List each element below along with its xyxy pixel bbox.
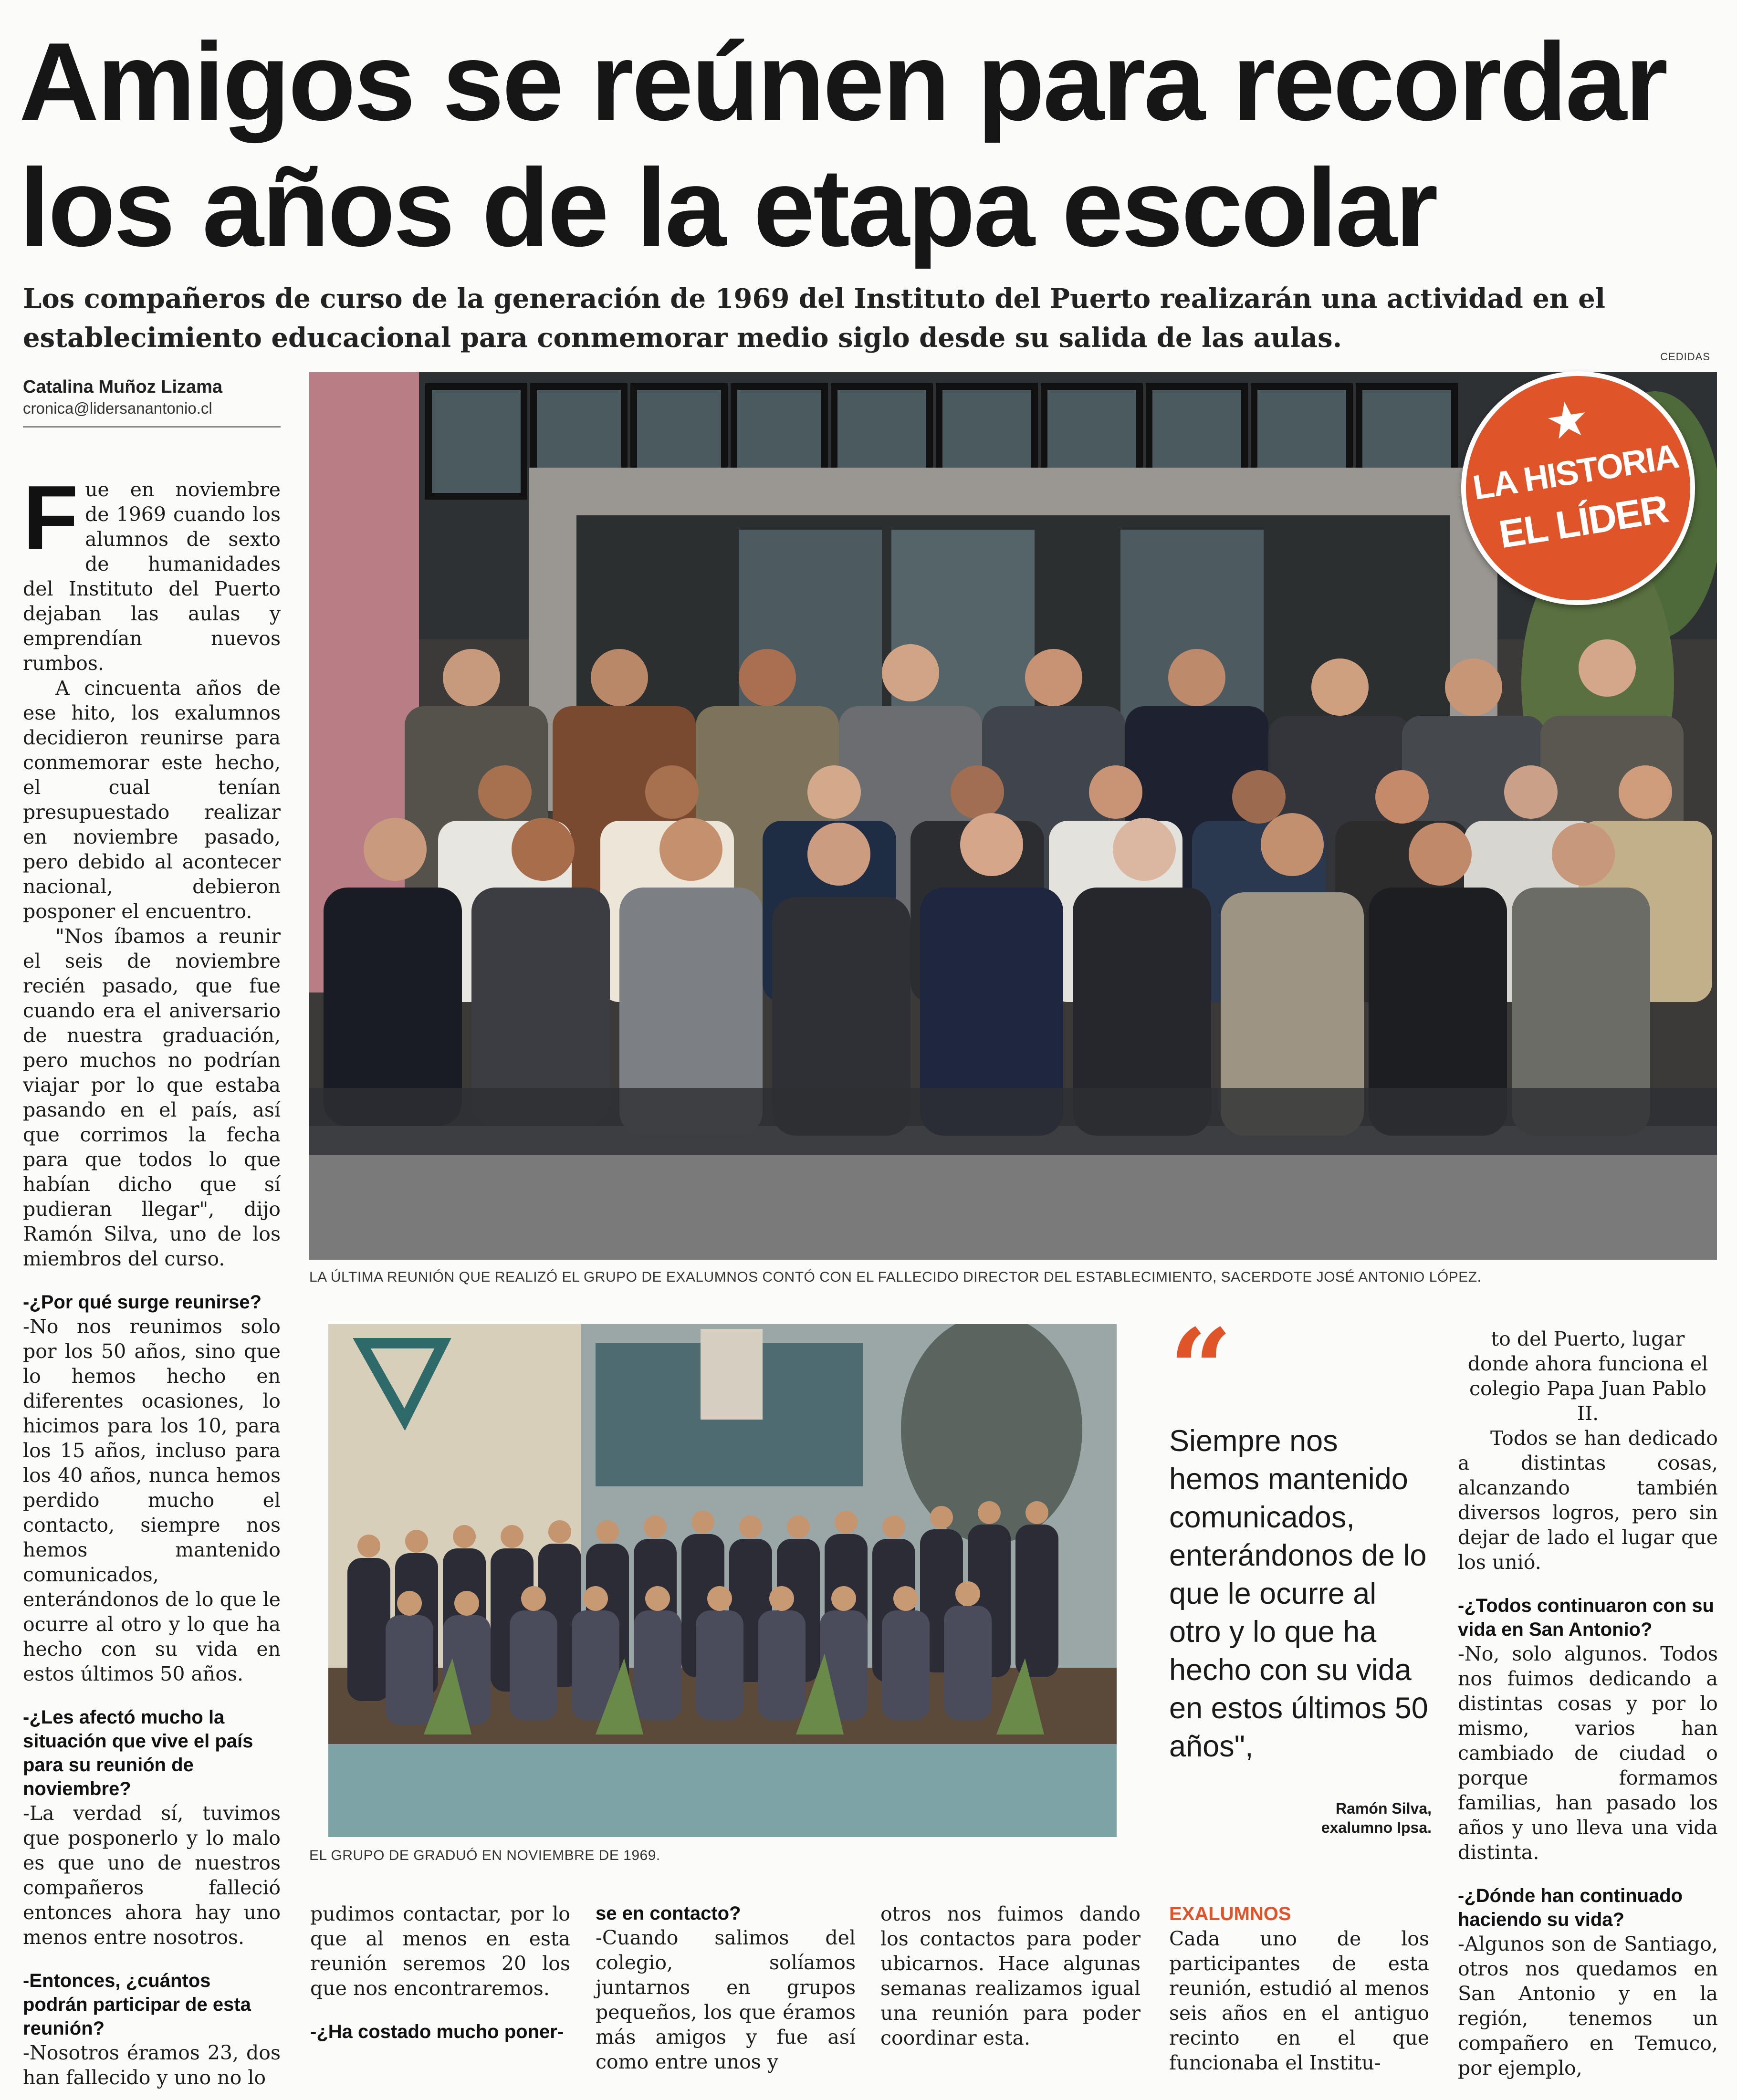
paragraph: Todos se han dedicado a distintas cosas, alcanzando también diversos logros, pero sin dejar de lado el lugar que los unió. bbox=[1458, 1427, 1718, 1574]
interview-answer: -Cuando salimos del colegio, solíamos juntarnos en grupos pequeños, los que éramos más amigos y fue así como entre unos y bbox=[596, 1926, 856, 2073]
paragraph: otros nos fuimos dando los contactos para poder ubicarnos. Hace algunas semanas realizamos igual una reunión para poder coordinar esta. bbox=[880, 1902, 1141, 2049]
quote-author: Ramón Silva, exalumno Ipsa. bbox=[1321, 1800, 1432, 1836]
graduation-photo-illustration bbox=[328, 1324, 1117, 1837]
paragraph: A cincuenta años de ese hito, los exalumnos decidieron reunirse para conmemorar este hecho, el cual tenían presupuestado realizar en noviembre pasado, pero debido al acontecer nacional, debieron posponer el encuentro. bbox=[23, 677, 281, 923]
author-name: Catalina Muñoz Lizama bbox=[23, 377, 223, 397]
paragraph: to del Puerto, lugar donde ahora funciona el colegio Papa Juan Pablo II. bbox=[1467, 1327, 1708, 1425]
headline-line-1: Amigos se reúnen para recordar bbox=[19, 20, 1666, 144]
interview-question: -¿Todos continuaron con su vida en San Antonio? bbox=[1458, 1595, 1714, 1640]
caption-photo-1: LA ÚLTIMA REUNIÓN QUE REALIZÓ EL GRUPO DE EXALUMNOS CONTÓ CON EL FALLECIDO DIRECTOR DEL ESTABLECIMIENTO, SACERDOTE JOSÉ ANTONIO LÓPEZ. bbox=[309, 1269, 1482, 1285]
interview-answer: -No, solo algunos. Todos nos fuimos dedicando a distintas cosas y por lo mismo, varios han cambiado de ciudad o porque formamos familias, han pasado los años y uno lleva una vida distinta. bbox=[1458, 1642, 1718, 1864]
section-label: EXALUMNOS bbox=[1169, 1903, 1291, 1924]
article-column-right bbox=[1458, 1327, 1718, 2080]
article-column-1 bbox=[23, 467, 281, 2090]
headline-line-2: los años de la etapa escolar bbox=[19, 146, 1436, 270]
interview-answer: -Nosotros éramos 23, dos han fallecido y uno no lo bbox=[23, 2041, 281, 2089]
article-column-3 bbox=[596, 1901, 856, 2074]
interview-question: se en contacto? bbox=[596, 1903, 741, 1924]
headline bbox=[19, 19, 1718, 271]
interview-answer: -Algunos son de Santiago, otros nos quedamos en San Antonio y en la región, tenemos un compañero en Temuco, por ejemplo, bbox=[1458, 1933, 1718, 2079]
quote-mark: “ bbox=[1169, 1305, 1233, 1434]
badge-line-2: EL LÍDER bbox=[1496, 487, 1671, 557]
paragraph: "Nos íbamos a reunir el seis de noviembre recién pasado, que fue cuando era el aniversario de nuestra graduación, pero muchos no podrían viajar por lo que estaba pasando en el país, así que corrimos la fecha para que todos lo que habían dicho que sí pudieran llegar", dijo Ramón Silva, uno de los miembros del curso. bbox=[23, 925, 281, 1270]
paragraph: pudimos contactar, por lo que al menos en esta reunión seremos 20 los que nos encontraremos. bbox=[310, 1902, 570, 2000]
interview-question: -¿Por qué surge reunirse? bbox=[23, 1292, 262, 1313]
interview-question: -Entonces, ¿cuántos podrán participar de esta reunión? bbox=[23, 1970, 251, 2039]
interview-answer: -La verdad sí, tuvimos que posponerlo y lo malo es que uno de nuestros compañeros falleció entonces ahora hay uno menos entre nosotros. bbox=[23, 1802, 281, 1949]
author-email[interactable]: cronica@lidersanantonio.cl bbox=[23, 399, 212, 417]
interview-answer: -No nos reunimos solo por los 50 años, sino que lo hemos hecho en diferentes ocasiones, lo hicimos para los 10, para los 15 años, incluso para los 40 años, nunca hemos perdido mucho el contacto, siempre nos hemos mantenido comunicados, enterándonos de lo que le ocurre al otro y lo que ha hecho con su vida en estos últimos 50 años. bbox=[23, 1315, 281, 1685]
photo-credit: CEDIDAS bbox=[1660, 351, 1710, 363]
article-column-5 bbox=[1169, 1901, 1429, 2075]
byline bbox=[23, 377, 281, 428]
star-icon bbox=[1546, 398, 1590, 442]
interview-question: -¿Les afectó mucho la situación que vive el país para su reunión de noviembre? bbox=[23, 1707, 253, 1799]
paragraph-lead: Fue en noviembre de 1969 cuando los alumnos de sexto de humanidades del Instituto del Puerto dejaban las aulas y emprendían nuevos rumbos. bbox=[23, 467, 281, 675]
caption-photo-2: EL GRUPO DE GRADUÓ EN NOVIEMBRE DE 1969. bbox=[309, 1848, 660, 1863]
graduation-1969-photo bbox=[328, 1324, 1117, 1837]
paragraph: Cada uno de los participantes de esta reunión, estudió al menos seis años en el antiguo recinto en el que funcionaba el Institu- bbox=[1169, 1927, 1429, 2074]
badge-line-1: LA HISTORIA bbox=[1470, 437, 1681, 507]
interview-question: -¿Dónde han continuado haciendo su vida? bbox=[1458, 1885, 1683, 1930]
interview-question: -¿Ha costado mucho poner- bbox=[310, 2021, 564, 2042]
quote-text: Siempre nos hemos mantenido comunicados, enterándonos de lo que le ocurre al otro y lo que ha hecho con su vida en estos últimos 50 años", bbox=[1169, 1424, 1428, 1763]
article-column-4 bbox=[880, 1901, 1141, 2050]
drop-cap: F bbox=[23, 467, 79, 568]
article-column-2 bbox=[310, 1901, 570, 2044]
deck-summary: Los compañeros de curso de la generación de 1969 del Instituto del Puerto realizarán una actividad en el establecimiento educacional para conmemorar medio siglo desde su salida de las aulas. bbox=[23, 283, 1606, 354]
pull-quote bbox=[1169, 1305, 1432, 1837]
